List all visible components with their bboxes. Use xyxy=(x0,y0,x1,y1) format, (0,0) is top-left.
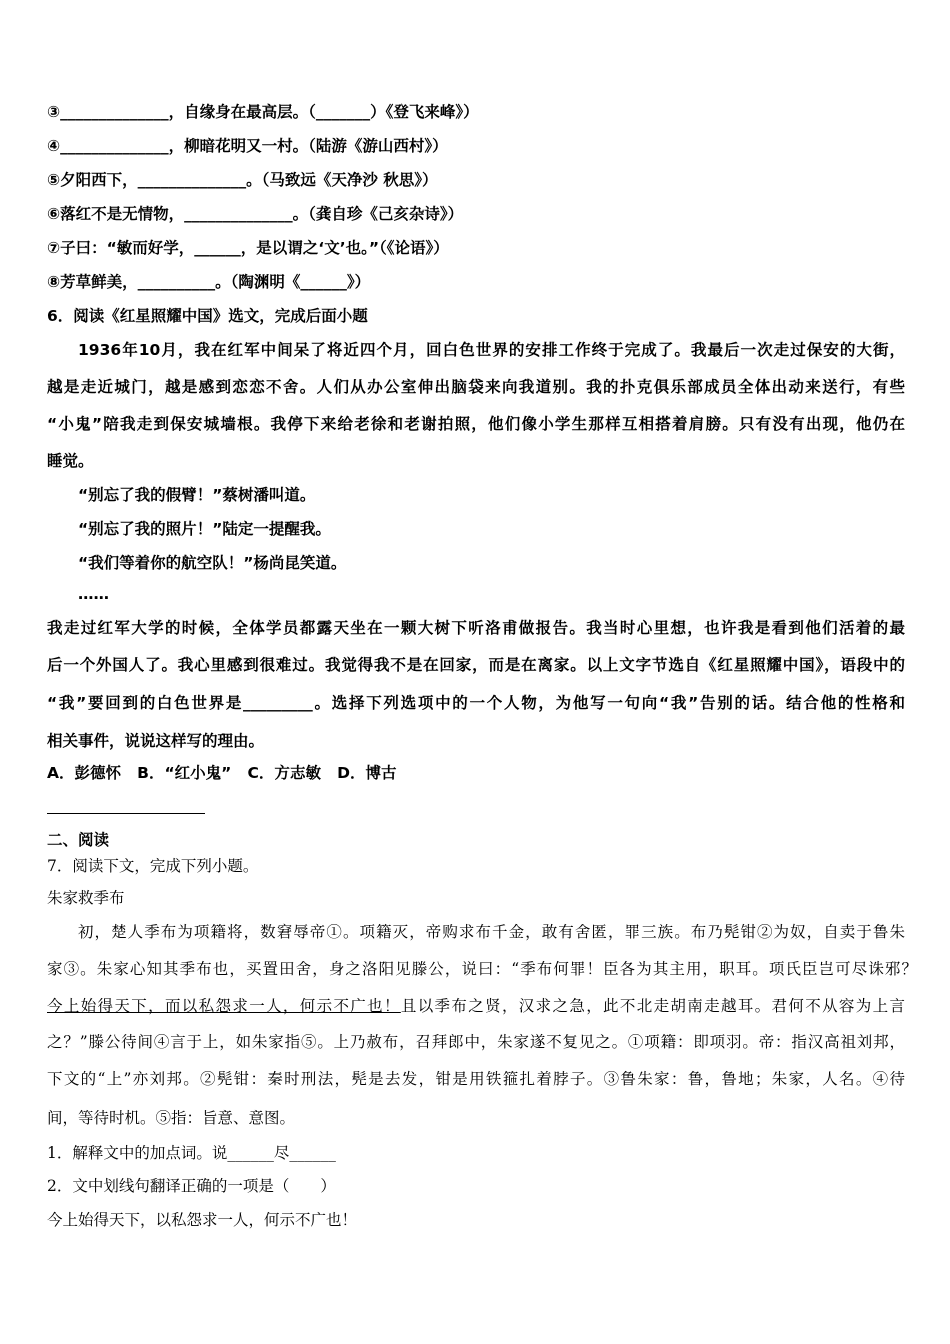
sub-question-1: 1．解释文中的加点词。说______尽______ xyxy=(47,1144,336,1162)
question-6-title: 6．阅读《红星照耀中国》选文，完成后面小题 xyxy=(47,307,368,325)
fill-in-line-5: ⑤夕阳西下，______________。（马致远《天净沙 秋思》） xyxy=(47,171,438,189)
passage-title: 朱家救季布 xyxy=(47,889,125,907)
quote-line: “别忘了我的照片！”陆定一提醒我。 xyxy=(78,520,331,538)
fill-in-line-7: ⑦子曰：“敏而好学，______，是以谓之‘文’也。”（《论语》） xyxy=(47,239,449,257)
passage-line: 睡觉。 xyxy=(47,452,94,470)
fill-in-line-8: ⑧芳草鲜美，__________。（陶渊明《______》） xyxy=(47,273,371,291)
fill-in-line-6: ⑥落红不是无情物，______________。（龚自珍《己亥杂诗》） xyxy=(47,205,464,223)
passage-line: 我走过红军大学的时候，全体学员都露天坐在一颗大树下听洛甫做报告。我当时心里想，也许我是看到他们活着的最 xyxy=(47,619,905,637)
passage-line: “小鬼”陪我走到保安城墙根。我停下来给老徐和老谢拍照，他们像小学生那样互相搭着肩膀。只有没有出现，他仍在 xyxy=(47,415,905,433)
sub-question-2: 2．文中划线句翻译正确的一项是（ ） xyxy=(47,1177,336,1195)
passage-line: 间，等待时机。⑤指：旨意、意图。 xyxy=(47,1109,296,1127)
passage-line: 后一个外国人了。我心里感到很难过。我觉得我不是在回家，而是在离家。以上文字节选自《红星照耀中国》，语段中的 xyxy=(47,656,905,674)
passage-line: 之？”滕公待间④言于上，如朱家指⑤。上乃赦布，召拜郎中，朱家遂不复见之。①项籍：即项羽。帝：指汉高祖刘邦， xyxy=(47,1033,905,1051)
sub-question-2-option: 今上始得天下，以私怨求一人，何示不广也！ xyxy=(47,1211,358,1229)
fill-in-line-4: ④______________，柳暗花明又一村。（陆游《游山西村》） xyxy=(47,137,448,155)
passage-line: 相关事件，说说这样写的理由。 xyxy=(47,732,265,750)
passage-line: 家③。朱家心知其季布也，买置田舍，身之洛阳见滕公，说曰：“季布何罪！臣各为其主用，职耳。项氏臣岂可尽诛邪？ xyxy=(47,960,917,978)
passage-line xyxy=(47,995,905,1017)
passage-line: “我”要回到的白色世界是_________。选择下列选项中的一个人物，为他写一句向“我”告别的话。结合他的性格和 xyxy=(47,694,905,712)
passage-text: 且以季布之贤，汉求之急，此不北走胡南走越耳。君何不从容为上言 xyxy=(400,997,905,1015)
quote-line: “别忘了我的假臂！”蔡树潘叫道。 xyxy=(78,486,316,504)
quote-line: “我们等着你的航空队！”杨尚昆笑道。 xyxy=(78,554,347,572)
answer-line xyxy=(47,813,205,814)
passage-line: 下文的“上”亦刘邦。②髡钳：秦时刑法，髡是去发，钳是用铁箍扎着脖子。③鲁朱家：鲁，鲁地；朱家，人名。④待 xyxy=(47,1070,905,1088)
passage-line: 初，楚人季布为项籍将，数窘辱帝①。项籍灭，帝购求布千金，敢有舍匿，罪三族。布乃髡钳②为奴，自卖于鲁朱 xyxy=(78,923,905,941)
passage-line: 越是走近城门，越是感到恋恋不舍。人们从办公室伸出脑袋来向我道别。我的扑克俱乐部成员全体出动来送行，有些 xyxy=(47,378,905,396)
fill-in-line-3: ③______________，自缘身在最高层。（_______）《登飞来峰》） xyxy=(47,103,479,121)
question-7-title: 7．阅读下文，完成下列小题。 xyxy=(47,857,259,875)
section-heading: 二、阅读 xyxy=(47,831,110,849)
ellipsis: …… xyxy=(78,585,109,603)
answer-options: A．彭德怀 B．“红小鬼” C．方志敏 D．博古 xyxy=(47,764,397,782)
underlined-sentence: 今上始得天下，而以私怨求一人，何示不广也！ xyxy=(47,997,401,1015)
passage-line: 1936年10月，我在红军中间呆了将近四个月，回白色世界的安排工作终于完成了。我最后一次走过保安的大街， xyxy=(78,341,905,359)
